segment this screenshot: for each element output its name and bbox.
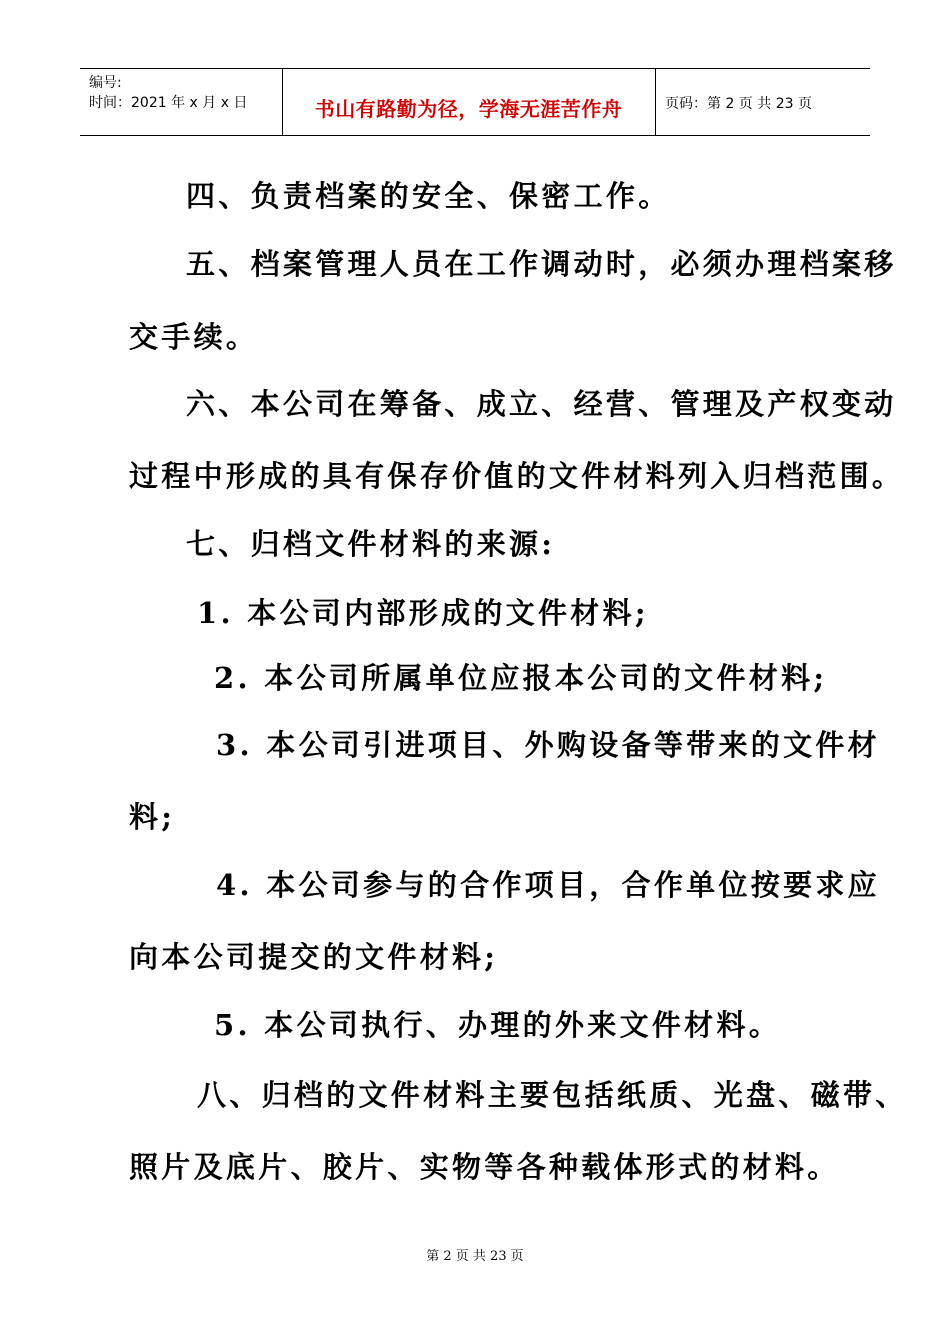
header-motto: 书山有路勤为径，学海无涯苦作舟 xyxy=(314,97,623,121)
paragraph-line: 4. 本公司参与的合作项目，合作单位按要求应 xyxy=(216,868,880,902)
paragraph-line: 六、本公司在筹备、成立、经营、管理及产权变动 xyxy=(186,387,897,421)
paragraph-line: 交手续。 xyxy=(129,320,259,354)
document-number-label: 编号: xyxy=(89,75,122,91)
header-right-cell xyxy=(655,69,870,135)
paragraph-line: 过程中形成的具有保存价值的文件材料列入归档范围。 xyxy=(129,459,905,493)
paragraph-line: 四、负责档案的安全、保密工作。 xyxy=(186,179,671,213)
paragraph-line: 5. 本公司执行、办理的外来文件材料。 xyxy=(214,1008,782,1042)
paragraph-line: 料; xyxy=(129,800,176,834)
document-header-table xyxy=(80,68,870,136)
paragraph-line: 照片及底片、胶片、实物等各种载体形式的材料。 xyxy=(129,1150,840,1184)
header-center-cell xyxy=(282,69,656,135)
paragraph-line: 八、归档的文件材料主要包括纸质、光盘、磁带、 xyxy=(197,1078,908,1112)
paragraph-line: 向本公司提交的文件材料; xyxy=(129,940,499,974)
header-left-cell xyxy=(80,69,283,135)
paragraph-line: 3. 本公司引进项目、外购设备等带来的文件材 xyxy=(216,728,880,762)
header-page-info: 页码：第 2 页 共 23 页 xyxy=(665,96,812,112)
page-footer: 第 2 页 共 23 页 xyxy=(426,1249,524,1264)
paragraph-line: 1. 本公司内部形成的文件材料; xyxy=(197,596,649,630)
document-time-label: 时间：2021 年 x 月 x 日 xyxy=(89,95,248,111)
paragraph-line: 五、档案管理人员在工作调动时，必须办理档案移 xyxy=(186,247,897,281)
paragraph-line: 七、归档文件材料的来源: xyxy=(186,527,556,561)
paragraph-line: 2. 本公司所属单位应报本公司的文件材料; xyxy=(214,661,828,695)
